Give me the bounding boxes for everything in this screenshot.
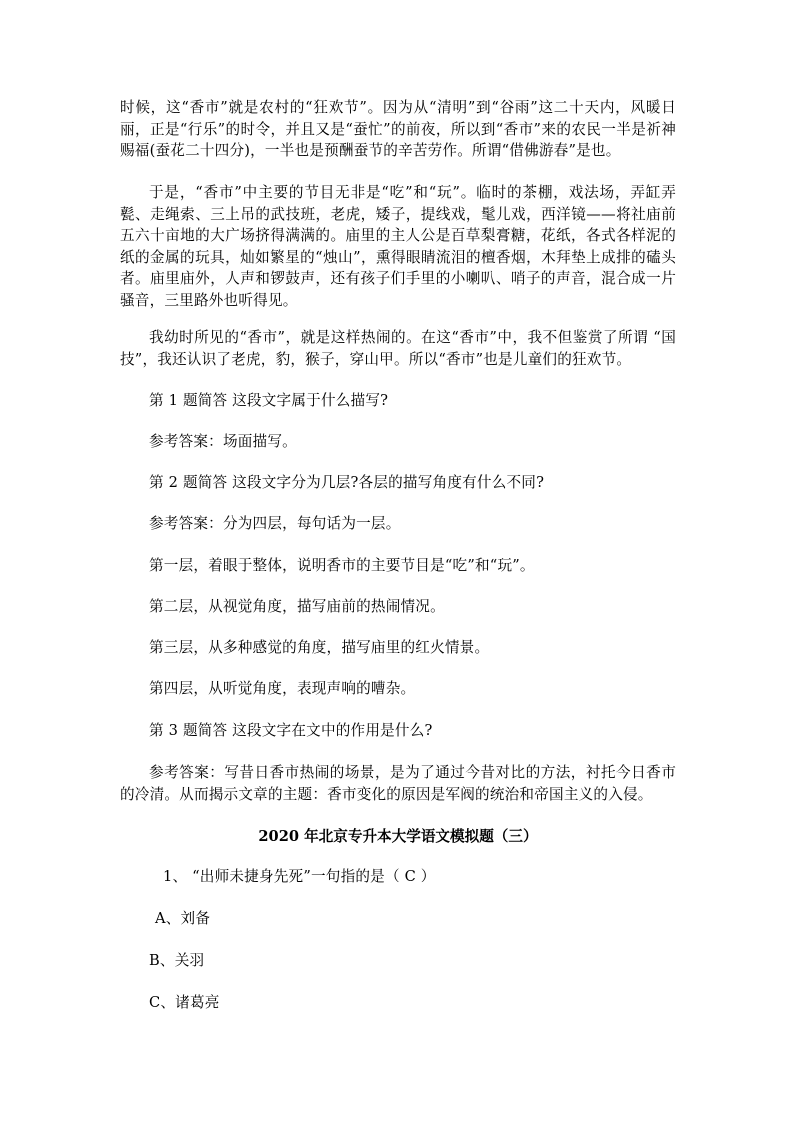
answer-2-layer-3: 第三层，从多种感觉的角度，描写庙里的红火情景。 bbox=[149, 639, 490, 656]
mcq-question-1: 1、 “出师未捷身先死”一句指的是（ C ） bbox=[163, 868, 436, 885]
answer-1: 参考答案：场面描写。 bbox=[149, 433, 297, 450]
answer-2: 参考答案：分为四层，每句话为一层。 bbox=[149, 515, 401, 532]
option-a: A、刘备 bbox=[155, 910, 211, 927]
question-2: 第 2 题简答 这段文字分为几层?各层的描写角度有什么不同? bbox=[149, 474, 545, 491]
question-1: 第 1 题简答 这段文字属于什么描写? bbox=[149, 392, 389, 409]
answer-3: 参考答案：写昔日香市热闹的场景，是为了通过今昔对比的方法，衬托今日香市的冷清。从而揭示文章的主题：香市变化的原因是军阀的统治和帝国主义的入侵。 bbox=[120, 764, 676, 803]
question-3: 第 3 题简答 这段文字在文中的作用是什么? bbox=[149, 722, 433, 739]
answer-2-layer-2: 第二层，从视觉角度，描写庙前的热闹情况。 bbox=[149, 598, 445, 615]
answer-2-layer-4: 第四层，从听觉角度，表现声响的嘈杂。 bbox=[149, 680, 416, 697]
option-c: C、诸葛亮 bbox=[149, 994, 220, 1011]
option-b: B、关羽 bbox=[149, 952, 205, 969]
answer-2-layer-1: 第一层，着眼于整体，说明香市的主要节目是“吃”和“玩”。 bbox=[149, 557, 535, 574]
passage-paragraph-2: 于是，“香市”中主要的节目无非是“吃”和“玩”。临时的茶棚，戏法场，弄缸弄甏、走绳索、三上吊的武技班，老虎，矮子，提线戏，髦儿戏，西洋镜——将社庙前五六十亩地的大广场挤得满满的。庙里的主人公是百草梨膏糖，花纸，各式各样泥的纸的金属的玩具，灿如繁星的“烛山”，熏得眼睛流泪的檀香烟，木拜垫上成排的磕头者。庙里庙外，人声和锣鼓声，还有孩子们手里的小喇叭、哨子的声音，混合成一片骚音，三里路外也听得见。 bbox=[120, 184, 676, 309]
section-title: 2020 年北京专升本大学语文模拟题（三） bbox=[258, 828, 538, 845]
passage-paragraph-1: 时候，这“香市”就是农村的“狂欢节”。因为从“清明”到“谷雨”这二十天内，风暖日丽，正是“行乐”的时令，并且又是“蚕忙”的前夜，所以到“香市”来的农民一半是祈神赐福(蚕花二十四分)，一半也是预酬蚕节的辛苦劳作。所谓“借佛游春”是也。 bbox=[120, 99, 676, 160]
passage-paragraph-3: 我幼时所见的“香市”，就是这样热闹的。在这“香市”中，我不但鉴赏了所谓 “国技”，我还认识了老虎，豹，猴子，穿山甲。所以“香市”也是儿童们的狂欢节。 bbox=[120, 329, 676, 368]
